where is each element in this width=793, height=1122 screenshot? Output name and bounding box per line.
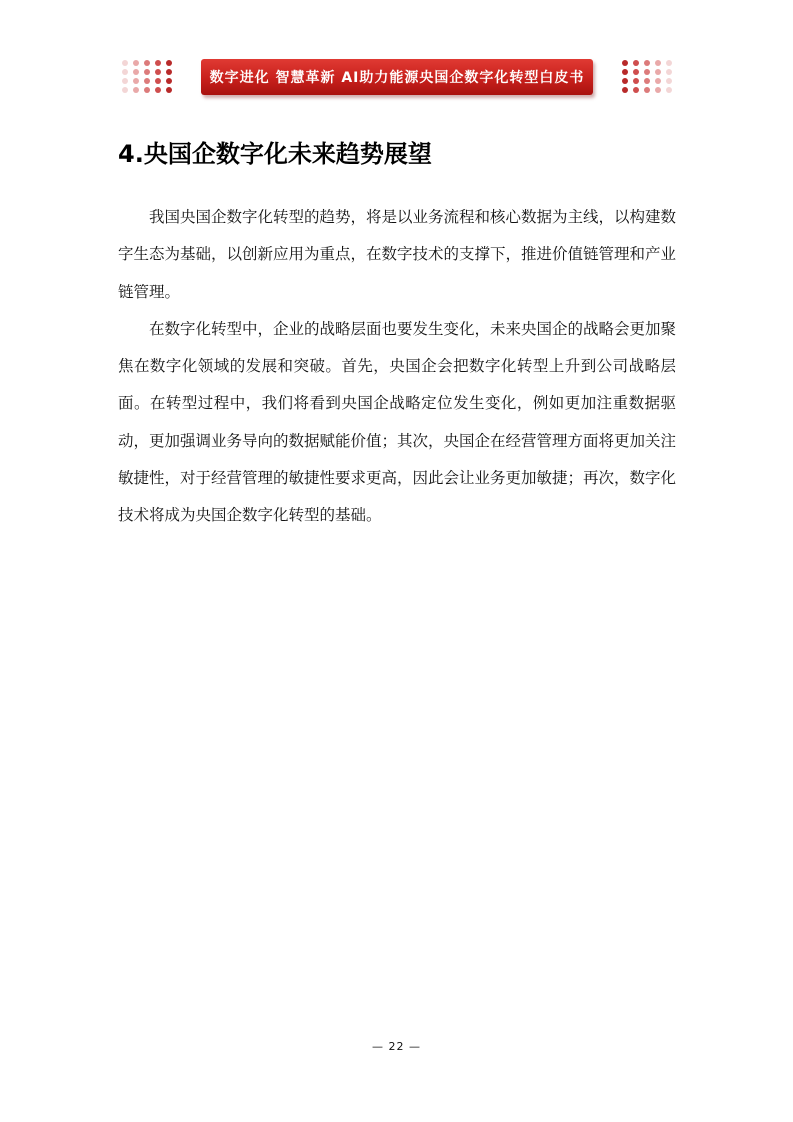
decorative-dot — [633, 60, 639, 66]
decorative-dot — [666, 69, 672, 75]
decorative-dot — [166, 87, 172, 93]
decorative-dot — [655, 78, 661, 84]
decorative-dot — [644, 87, 650, 93]
decorative-dot — [166, 78, 172, 84]
decorative-dot — [166, 60, 172, 66]
decorative-dot — [166, 69, 172, 75]
decorative-dot — [644, 60, 650, 66]
decorative-dot — [133, 78, 139, 84]
banner-title: 数字进化 智慧革新 AI助力能源央国企数字化转型白皮书 — [209, 70, 585, 86]
decorative-dot — [144, 78, 150, 84]
decorative-dots-left — [122, 60, 172, 92]
decorative-dot — [655, 60, 661, 66]
decorative-dot — [122, 69, 128, 75]
decorative-dot — [666, 87, 672, 93]
decorative-dot — [622, 69, 628, 75]
decorative-dot — [666, 60, 672, 66]
decorative-dot — [155, 60, 161, 66]
decorative-dot — [155, 78, 161, 84]
decorative-dot — [144, 60, 150, 66]
decorative-dot — [622, 78, 628, 84]
header-banner — [201, 59, 593, 95]
decorative-dot — [133, 69, 139, 75]
decorative-dot — [133, 60, 139, 66]
decorative-dot — [655, 87, 661, 93]
decorative-dot — [122, 78, 128, 84]
decorative-dot — [666, 78, 672, 84]
section-title: 4.央国企数字化未来趋势展望 — [118, 140, 432, 168]
decorative-dot — [155, 69, 161, 75]
paragraph-1: 我国央国企数字化转型的趋势，将是以业务流程和核心数据为主线，以构建数字生态为基础，以创新应用为重点，在数字技术的支撑下，推进价值链管理和产业链管理。 — [118, 208, 677, 301]
decorative-dot — [133, 87, 139, 93]
decorative-dot — [144, 87, 150, 93]
decorative-dot — [122, 87, 128, 93]
decorative-dot — [644, 78, 650, 84]
decorative-dots-right — [622, 60, 672, 92]
decorative-dot — [633, 69, 639, 75]
decorative-dot — [622, 60, 628, 66]
decorative-dot — [155, 87, 161, 93]
decorative-dot — [622, 87, 628, 93]
page-number: — 22 — — [372, 1040, 421, 1053]
decorative-dot — [144, 69, 150, 75]
decorative-dot — [633, 87, 639, 93]
decorative-dot — [644, 69, 650, 75]
decorative-dot — [122, 60, 128, 66]
decorative-dot — [655, 69, 661, 75]
paragraph-2: 在数字化转型中，企业的战略层面也要发生变化，未来央国企的战略会更加聚焦在数字化领域的发展和突破。首先，央国企会把数字化转型上升到公司战略层面。在转型过程中，我们将看到央国企战略定位发生变化，例如更加注重数据驱动，更加强调业务导向的数据赋能价值；其次，央国企在经营管理方面将更加关注敏捷性，对于经营管理的敏捷性要求更高，因此会让业务更加敏捷；再次，数字化技术将成为央国企数字化转型的基础。 — [118, 319, 677, 525]
section-body — [118, 199, 676, 535]
page-header — [0, 0, 793, 110]
decorative-dot — [633, 78, 639, 84]
